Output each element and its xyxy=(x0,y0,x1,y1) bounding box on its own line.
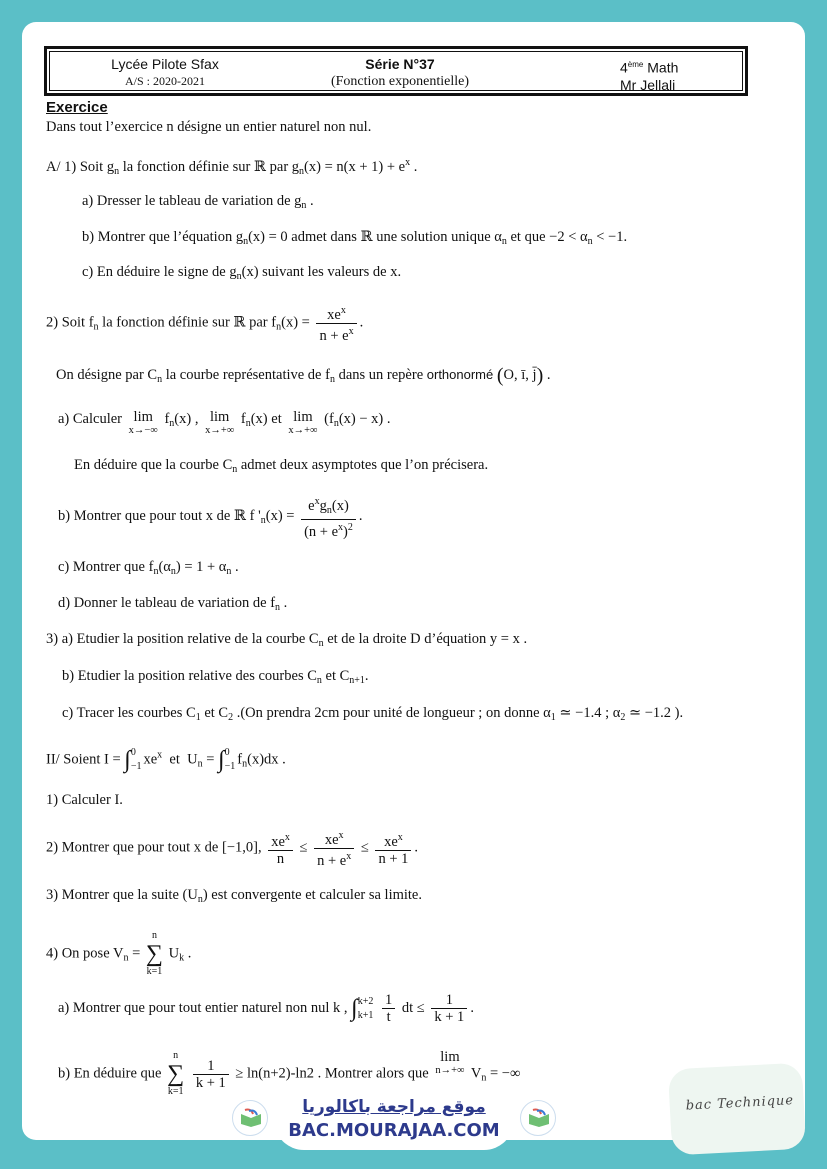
intro-text: Dans tout l’exercice n désigne un entier naturel non nul. xyxy=(46,119,372,135)
q-a2a-asym: En déduire que la courbe $C_n$ admet deux asymptotes que l’on précisera. xyxy=(74,457,489,475)
header-series-cell xyxy=(280,52,520,94)
book-icon xyxy=(239,1108,263,1128)
q-b: II/ Soient I = ∫ 0 −1 $xe^x$ et $U_n$ = ∫ 0 −1 $f_n(x)dx$ . xyxy=(46,747,286,773)
q-a3b: b) Etudier la position relative des courbes $C_n$ et $C_{n+1}$. xyxy=(62,668,369,686)
q-a1b: b) Montrer que l’équation $g_n(x) = 0$ admet dans ℝ une solution unique $\alpha_n$ et que $-2 < \alpha_n < -1$. xyxy=(82,229,628,247)
q-b4b: b) En déduire que n ∑ k=1 $\frac{1}{k + 1}$ ≥ ln(n+2)-ln2 . Montrer alors que lim n→+∞ $V_n$ = −∞ xyxy=(58,1049,521,1097)
header-school-cell xyxy=(50,52,280,94)
stamp-text: bac Technique xyxy=(685,1093,795,1114)
q-a1a: a) Dresser le tableau de variation de $g_n$ . xyxy=(82,193,314,211)
book-icon xyxy=(527,1108,551,1128)
q-a3a: 3) a) Etudier la position relative de la courbe $C_n$ et de la droite D d’équation y = x . xyxy=(46,631,528,649)
q-b3: 3) Montrer que la suite $(U_n)$ est convergente et calculer sa limite. xyxy=(46,887,422,905)
teacher-name: Mr Jellali xyxy=(620,76,676,93)
q-a2: 2) Soit $f_n$ la fonction définie sur ℝ par $f_n(x)$ = $\frac{xe^x}{n + e^x}$ . xyxy=(46,305,364,344)
level: 4ème Math xyxy=(620,59,679,76)
series-subtitle: (Fonction exponentielle) xyxy=(330,74,470,89)
q-a2d: d) Donner le tableau de variation de $f_n$ . xyxy=(58,595,288,613)
q-a2a: a) Calculer lim x→−∞ $f_n(x)$ , lim x→+∞ $f_n(x)$ et lim x→+∞ $(f_n(x) - x)$ . xyxy=(58,409,391,436)
site-name-arabic[interactable]: موقع مراجعة باكالوريا xyxy=(302,1097,486,1117)
right-logo-bubble xyxy=(520,1100,556,1136)
q-a2-def: On désigne par $C_n$ la courbe représentative de $f_n$ dans un repère orthonormé (O, ī, j̄) . xyxy=(56,364,551,387)
q-b2: 2) Montrer que pour tout x de [−1,0], $\frac{xe^x}{n}$ ≤ $\frac{xe^x}{n + e^x}$ ≤ $\frac{xe^x}{n + 1}$ . xyxy=(46,830,419,869)
school-year: A/S : 2020-2021 xyxy=(124,74,205,88)
site-url[interactable]: BAC.MOURAJAA.COM xyxy=(288,1120,500,1141)
q-a1: A/ 1) Soit $g_n$ la fonction définie sur ℝ par $g_n(x) = n(x + 1) + e^x$ . xyxy=(46,157,418,177)
header-level-cell xyxy=(520,52,742,94)
q-a2b: b) Montrer que pour tout x de ℝ f '$_n(x)$ = $\frac{e^xg_n(x)}{(n + e^x)^2}$ . xyxy=(58,496,363,540)
exercise-title: Exercice xyxy=(46,99,108,116)
school-name: Lycée Pilote Sfax xyxy=(111,56,219,72)
q-a3c: c) Tracer les courbes $C_1$ et $C_2$ .(On prendra 2cm pour unité de longueur ; on donne $\alpha_1$ ≃ −1.4 ; $\alpha_2$ ≃ −1.2 ). xyxy=(62,705,684,723)
q-a2c: c) Montrer que $f_n(\alpha_n) = 1 + \alpha_n$ . xyxy=(58,559,239,577)
header-box xyxy=(44,46,748,96)
q-b4: 4) On pose $V_n$ = n ∑ k=1 $U_k$ . xyxy=(46,930,192,977)
series-number: Série N°37 xyxy=(365,56,435,72)
q-b4a: a) Montrer que pour tout entier naturel non nul k , ∫ k+2 k+1 $\frac{1}{t}$ dt ≤ $\frac{1}{k + 1}$ . xyxy=(58,992,474,1025)
q-a1c: c) En déduire le signe de $g_n(x)$ suivant les valeurs de x. xyxy=(82,264,402,282)
q-b1: 1) Calculer I. xyxy=(46,792,123,808)
bac-technique-stamp xyxy=(668,1063,806,1156)
left-logo-bubble xyxy=(232,1100,268,1136)
site-banner[interactable] xyxy=(274,1090,514,1150)
